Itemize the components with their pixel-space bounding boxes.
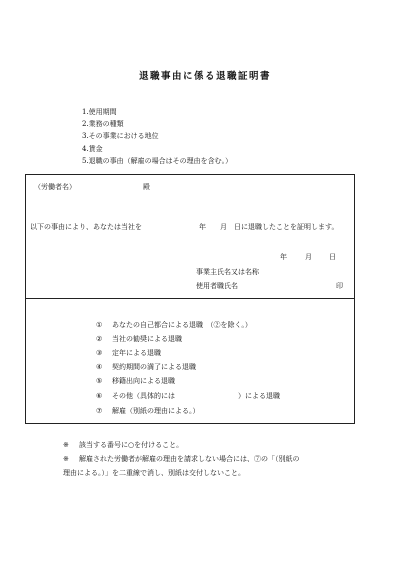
reason-item: [96, 391, 280, 401]
reason-number: ①: [96, 321, 103, 329]
reason-item: [96, 406, 200, 416]
note-2-text: 解雇された労働者が解雇の理由を請求しない場合には、⑦の「（別紙の: [79, 455, 300, 464]
certificate-box: [25, 174, 355, 424]
document-title: 退職事由に係る退職証明書: [138, 71, 271, 82]
reason-label: 解雇（別紙の理由による。）: [112, 407, 200, 415]
note-2: [63, 452, 300, 466]
reason-number: ③: [96, 349, 103, 357]
worker-name-label: （労働者名）: [34, 183, 76, 191]
note-1-text: 該当する番号に○を付けること。: [79, 441, 184, 449]
representative-label: 使用者職氏名: [196, 282, 238, 290]
statement-start: 以下の事由により、あなたは当社を: [30, 223, 142, 231]
reason-label: 移籍出向による退職: [112, 377, 175, 385]
seal-mark: 印: [336, 282, 343, 290]
note-mark: ※: [63, 455, 69, 464]
item-usage-period: 1.使用期間: [82, 108, 117, 116]
reason-label: あなたの自己都合による退職 （②を除く。）: [112, 321, 252, 329]
note-mark: ※: [63, 441, 69, 449]
statement-end: 日に退職したことを証明します。: [234, 223, 339, 231]
item-position: 3.その事業における地位: [82, 132, 159, 141]
reason-item: [96, 334, 182, 344]
date-day: 日: [329, 253, 336, 261]
item-reason: 5.退職の事由（解雇の場合はその理由を含む。）: [82, 156, 233, 165]
reason-label: 定年による退職: [112, 349, 161, 357]
reason-number: ⑤: [96, 377, 103, 385]
employer-label: 事業主氏名又は名称: [196, 268, 259, 276]
honorific: 殿: [143, 183, 150, 191]
section-divider: [26, 298, 354, 299]
reason-label: 当社の勧奨による退職: [112, 335, 182, 343]
reason-number: ②: [96, 335, 103, 343]
reason-number: ④: [96, 363, 103, 371]
reason-item: [96, 362, 196, 372]
reason-number: ⑥: [96, 392, 103, 400]
reason-label: 契約期間の満了による退職: [112, 363, 196, 371]
reason-item: [96, 376, 175, 386]
date-month: 月: [305, 253, 312, 261]
statement-year: 年: [199, 223, 206, 231]
item-list: [82, 106, 232, 167]
item-job-type: 2.業務の種類: [82, 120, 124, 129]
note-2-continued: 理由による。）」を二重線で消し、別紙は交付しないこと。: [63, 469, 245, 478]
statement-month: 月: [220, 223, 227, 231]
date-year: 年: [280, 253, 287, 261]
reason-item: [96, 348, 161, 358]
reason-number: ⑦: [96, 407, 103, 415]
reason-item: [96, 320, 252, 330]
item-wage: 4.賃金: [82, 144, 103, 153]
reason-label: その他（具体的には ）による退職: [112, 392, 280, 400]
note-1: [63, 438, 300, 452]
notes: [63, 438, 300, 481]
